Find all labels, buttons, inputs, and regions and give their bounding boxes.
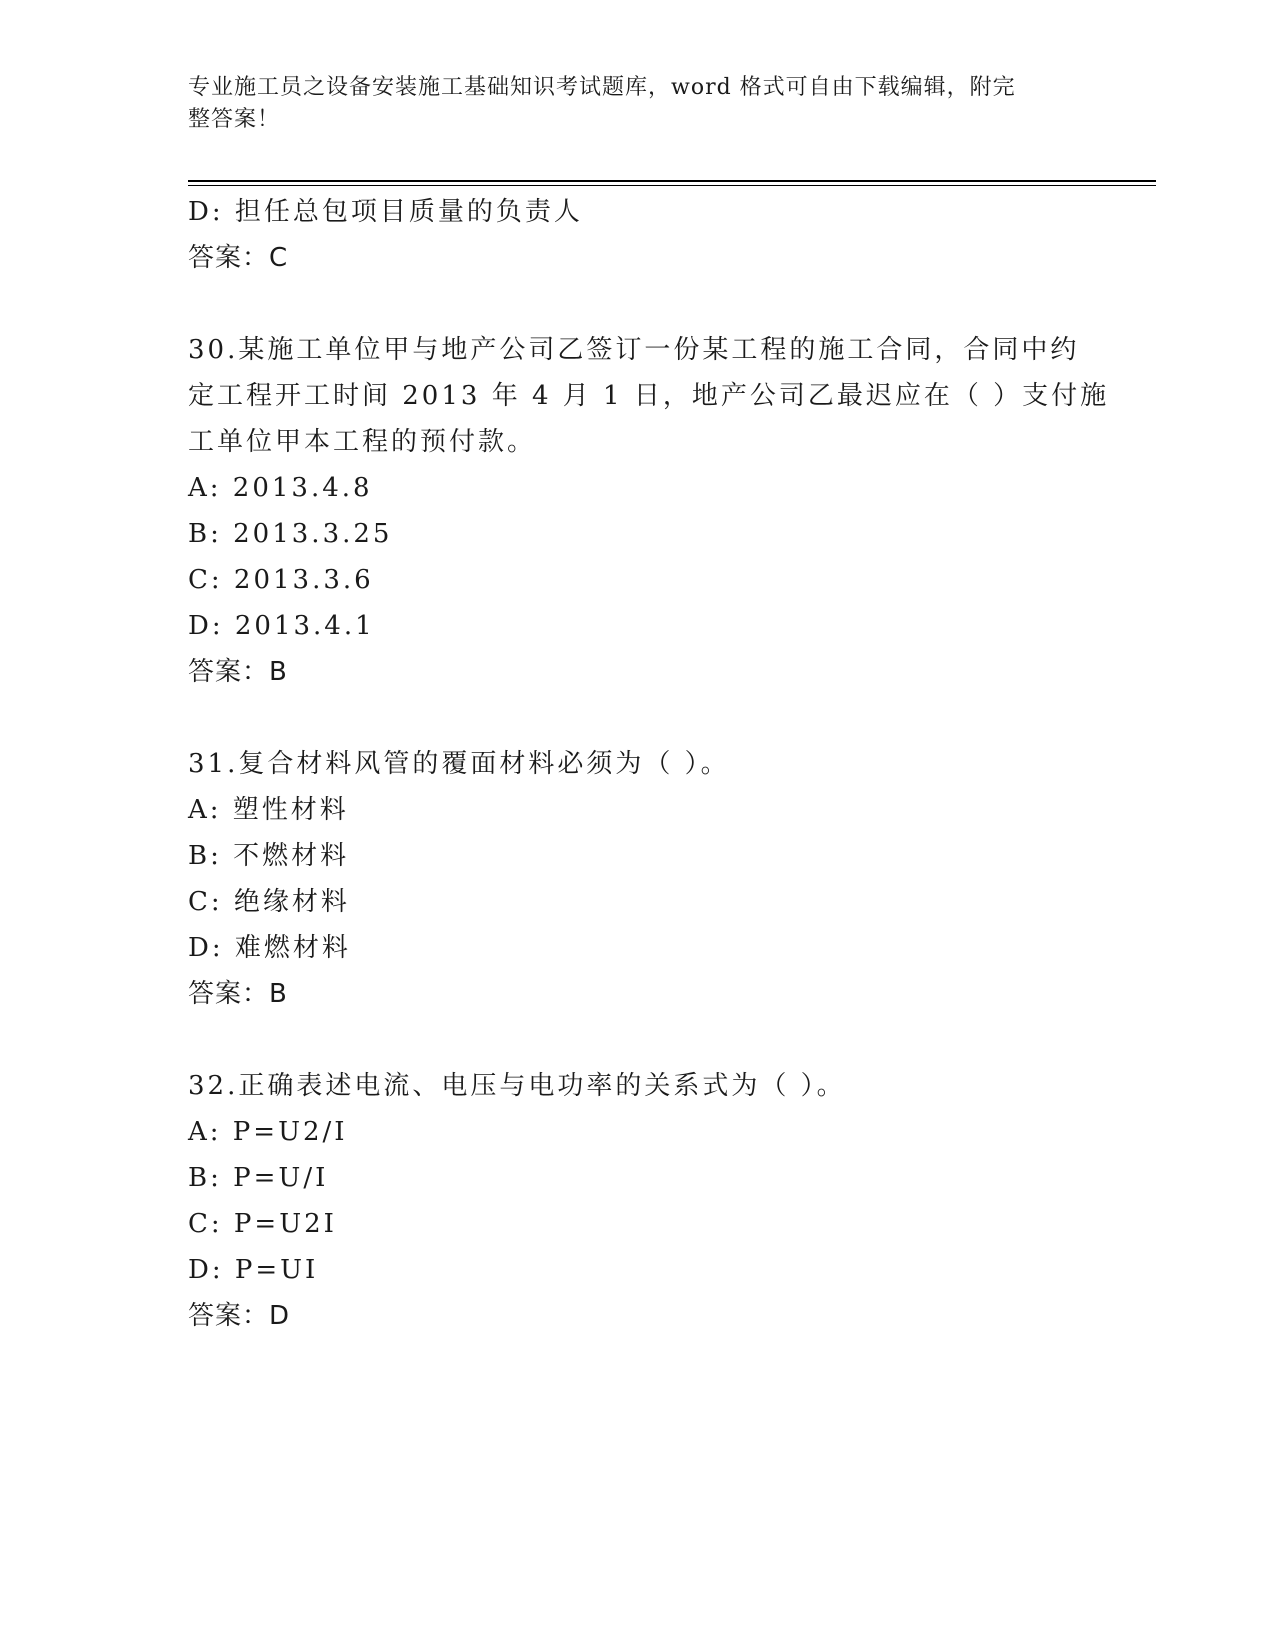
answer: 答案：B xyxy=(188,657,288,687)
spacer xyxy=(188,695,1088,741)
question-content xyxy=(188,189,1110,1339)
option-a: A: 2013.4.8 xyxy=(188,473,373,503)
spacer xyxy=(188,1017,1088,1063)
option-b: B: 2013.3.25 xyxy=(188,519,393,549)
answer: 答案：B xyxy=(188,979,288,1009)
question-stem: 30.某施工单位甲与地产公司乙签订一份某工程的施工合同，合同中约 xyxy=(188,335,1080,365)
question-stem: 31.复合材料风管的覆面材料必须为（ ）。 xyxy=(188,749,730,779)
question-30 xyxy=(188,327,1110,695)
question-32 xyxy=(188,1063,1088,1339)
question-29-tail xyxy=(188,189,1088,281)
option-c: C: 绝缘材料 xyxy=(188,887,350,917)
option-d: D: 难燃材料 xyxy=(188,933,351,963)
option-d: D: 担任总包项目质量的负责人 xyxy=(188,197,583,227)
answer: 答案：D xyxy=(188,1301,291,1331)
answer: 答案：C xyxy=(188,243,289,273)
spacer xyxy=(188,281,1088,327)
header-rule-thin xyxy=(188,185,1156,186)
question-stem: 工单位甲本工程的预付款。 xyxy=(188,427,537,457)
header-line-1: 专业施工员之设备安装施工基础知识考试题库，word 格式可自由下载编辑，附完 xyxy=(188,75,1016,100)
option-b: B: P=U/I xyxy=(188,1163,329,1193)
header-rule-thick xyxy=(188,180,1156,182)
option-c: C: 2013.3.6 xyxy=(188,565,374,595)
document-header xyxy=(188,72,1078,136)
option-d: D: 2013.4.1 xyxy=(188,611,375,641)
option-a: A: P=U2/I xyxy=(188,1117,348,1147)
question-stem: 定工程开工时间 2013 年 4 月 1 日，地产公司乙最迟应在（ ）支付施 xyxy=(188,381,1110,411)
option-a: A: 塑性材料 xyxy=(188,795,349,825)
question-stem: 32.正确表述电流、电压与电功率的关系式为（ ）。 xyxy=(188,1071,846,1101)
header-line-2: 整答案！ xyxy=(188,107,281,132)
option-d: D: P=UI xyxy=(188,1255,319,1285)
option-b: B: 不燃材料 xyxy=(188,841,350,871)
question-31 xyxy=(188,741,1088,1017)
option-c: C: P=U2I xyxy=(188,1209,337,1239)
